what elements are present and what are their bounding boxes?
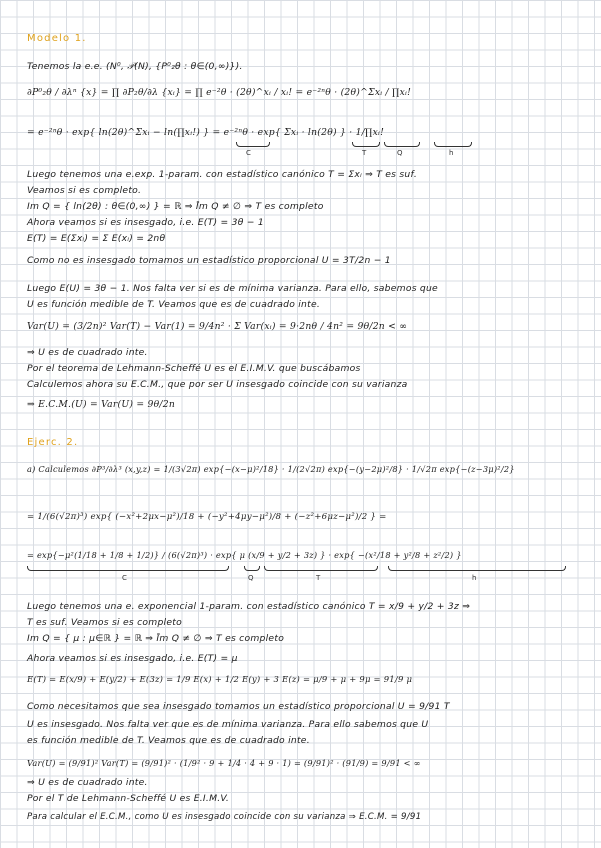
e2-label-c: C <box>122 574 127 582</box>
e2-line-10: U es insesgado. Nos falta ver que es de mínima varianza. Para ello sabemos que U <box>27 719 429 730</box>
e2-line-1: a) Calculemos ∂P³/∂λ³ (x,y,z) = 1/(3√2π) exp{−(x−μ)²/18} · 1/(2√2π) exp{−(y−2μ)²/8} · 1/√2π exp{−(z−3μ)²/2} <box>27 464 515 474</box>
e2-label-q: Q <box>248 574 254 582</box>
m1-brace-q <box>384 142 420 147</box>
m1-line-10: Luego E(U) = 3θ − 1. Nos falta ver si es de mínima varianza. Para ello, sabemos que <box>27 283 438 294</box>
e2-line-4: Luego tenemos una e. exponencial 1-param. con estadístico canónico T = x/9 + y/2 + 3z ⇒ <box>27 601 471 612</box>
m1-line-11: U es función medible de T. Veamos que es de cuadrado inte. <box>27 299 321 310</box>
e2-line-7: Ahora veamos si es insesgado, i.e. E(T) = μ <box>27 653 238 664</box>
e2-brace-t <box>264 566 378 571</box>
e2-line-15: Para calcular el E.C.M., como U es insesgado coincide con su varianza ⇒ E.C.M. = 9/91 <box>27 812 422 822</box>
m1-line-9: Como no es insesgado tomamos un estadístico proporcional U = 3T/2n − 1 <box>27 255 391 266</box>
m1-brace-h <box>434 142 472 147</box>
m1-line-12: Var(U) = (3/2n)² Var(T) − Var(1) = 9/4n² · Σ Var(xᵢ) = 9·2nθ / 4n² = 9θ/2n < ∞ <box>27 321 408 332</box>
e2-label-t: T <box>316 574 321 582</box>
m1-brace-t <box>352 142 380 147</box>
m1-line-7: Ahora veamos si es insesgado, i.e. E(T) = 3θ − 1 <box>27 217 264 228</box>
e2-line-12: Var(U) = (9/91)² Var(T) = (9/91)² · (1/9² · 9 + 1/4 · 4 + 9 · 1) = (9/91)² · (91/9) = 9/91 < ∞ <box>27 758 421 768</box>
e2-label-h: h <box>472 574 477 582</box>
e2-line-11: es función medible de T. Veamos que es de cuadrado inte. <box>27 735 310 746</box>
e2-line-13: ⇒ U es de cuadrado inte. <box>27 777 148 788</box>
m1-label-q: Q <box>397 149 403 157</box>
e2-line-3: = exp{−μ²(1/18 + 1/8 + 1/2)} / (6(√2π)³) · exp{ μ (x/9 + y/2 + 3z) } · exp{ −(x²/18 + y²/8 + z²/2) } <box>27 550 462 560</box>
e2-line-5: T es suf. Veamos si es completo <box>27 617 182 628</box>
m1-line-8: E(T) = E(Σxᵢ) = Σ E(xᵢ) = 2nθ <box>27 233 166 244</box>
m1-line-5: Veamos si es completo. <box>27 185 142 196</box>
e2-line-2: = 1/(6(√2π)³) exp{ (−x²+2μx−μ²)/18 + (−y²+4μy−μ²)/8 + (−z²+6μz−μ²)/2 } = <box>27 512 387 522</box>
m1-line-16: ⇒ E.C.M.(U) = Var(U) = 9θ/2n <box>27 399 175 410</box>
m1-brace-c <box>236 142 270 147</box>
m1-line-13: ⇒ U es de cuadrado inte. <box>27 347 148 358</box>
m1-line-14: Por el teorema de Lehmann-Scheffé U es el E.I.M.V. que buscábamos <box>27 363 361 374</box>
m1-line-6: Im Q = { ln(2θ) : θ∈(0,∞) } = ℝ ⇒ I̊m Q ≠ ∅ ⇒ T es completo <box>27 201 324 212</box>
e2-brace-q <box>244 566 260 571</box>
m1-line-1: Tenemos la e.e. (N⁰, 𝒫(N), {P⁰₂θ : θ∈(0,∞)}). <box>27 61 243 72</box>
m1-line-3: = e⁻²ⁿθ · exp{ ln(2θ)^Σxᵢ − ln(∏xᵢ!) } = e⁻²ⁿθ · exp{ Σxᵢ · ln(2θ) } · 1/∏xᵢ! <box>27 127 385 138</box>
m1-label-c: C <box>246 149 251 157</box>
e2-line-8: E(T) = E(x/9) + E(y/2) + E(3z) = 1/9 E(x) + 1/2 E(y) + 3 E(z) = μ/9 + μ + 9μ = 91/9 μ <box>27 674 413 684</box>
e2-brace-c <box>27 566 229 571</box>
heading-modelo-1: Modelo 1. <box>27 33 87 44</box>
m1-line-15: Calculemos ahora su E.C.M., que por ser U insesgado coincide con su varianza <box>27 379 408 390</box>
e2-line-6: Im Q = { μ : μ∈ℝ } = ℝ ⇒ I̊m Q ≠ ∅ ⇒ T es completo <box>27 633 285 644</box>
e2-brace-h <box>388 566 566 571</box>
m1-line-2: ∂P⁰₂θ / ∂λⁿ {x} = ∏ ∂P₂θ/∂λ {xᵢ} = ∏ e⁻²θ · (2θ)^xᵢ / xᵢ! = e⁻²ⁿθ · (2θ)^Σxᵢ / ∏xᵢ! <box>27 87 412 98</box>
m1-line-4: Luego tenemos una e.exp. 1-param. con estadístico canónico T = Σxᵢ ⇒ T es suf. <box>27 169 417 180</box>
m1-label-h: h <box>449 149 454 157</box>
m1-label-t: T <box>362 149 367 157</box>
e2-line-9: Como necesitamos que sea insesgado tomamos un estadístico proporcional U = 9/91 T <box>27 701 450 712</box>
e2-line-14: Por el T de Lehmann-Scheffé U es E.I.M.V. <box>27 793 230 804</box>
heading-ejerc-2: Ejerc. 2. <box>27 437 79 448</box>
